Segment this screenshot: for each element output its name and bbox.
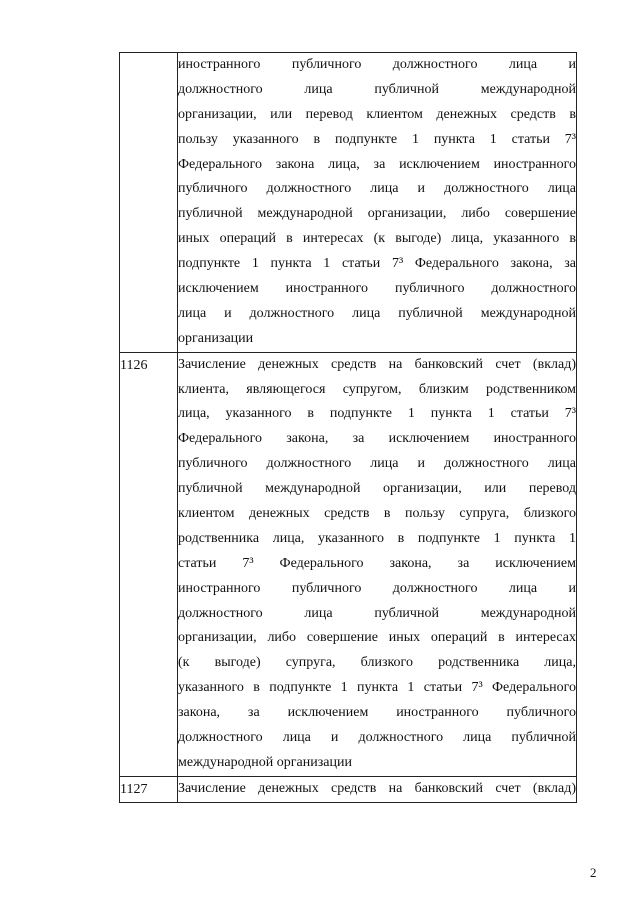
operations-table — [119, 52, 577, 803]
operation-description — [178, 352, 577, 776]
text-line: организации, или перевод клиентом денежных средств в — [178, 106, 576, 122]
text-line: организации — [178, 330, 254, 346]
operation-code — [120, 53, 178, 353]
table-row — [120, 53, 577, 353]
operation-description — [178, 776, 577, 802]
text-line: указанного в подпункте 1 пункта 1 статьи 7³ Федерального — [178, 680, 576, 696]
operation-code: 1127 — [120, 776, 178, 802]
text-line: должностного лица публичной международной — [178, 81, 576, 97]
text-line: Федерального закона, за исключением иностранного — [178, 431, 576, 447]
text-line: клиентом денежных средств в пользу супруга, близкого — [178, 506, 576, 522]
text-line: Зачисление денежных средств на банковский счет (вклад) — [178, 780, 576, 796]
text-line: закона, за исключением иностранного публичного — [178, 705, 576, 721]
text-line: подпункте 1 пункта 1 статьи 7³ Федерального закона, за — [178, 256, 576, 272]
table-row — [120, 776, 577, 802]
text-line: публичной международной организации, или перевод — [178, 481, 576, 497]
text-line: лица, указанного в подпункте 1 пункта 1 статьи 7³ — [178, 406, 576, 422]
text-line: клиента, являющегося супругом, близким родственником — [178, 381, 576, 397]
text-line: Федерального закона лица, за исключением иностранного — [178, 156, 576, 172]
text-line: публичного должностного лица и должностного лица — [178, 456, 576, 472]
text-line: иностранного публичного должностного лица и — [178, 580, 576, 596]
text-line: (к выгоде) супруга, близкого родственника лица, — [178, 655, 576, 671]
text-line: иностранного публичного должностного лица и — [178, 57, 576, 72]
text-line: должностного лица публичной международной — [178, 605, 576, 621]
text-line: публичной международной организации, либо совершение — [178, 206, 576, 222]
text-line: Зачисление денежных средств на банковский счет (вклад) — [178, 356, 576, 372]
operation-description — [178, 53, 577, 353]
text-line: лица и должностного лица публичной международной — [178, 305, 576, 321]
text-line: публичного должностного лица и должностного лица — [178, 181, 576, 197]
operation-code: 1126 — [120, 352, 178, 776]
text-line: международной организации — [178, 754, 352, 770]
text-line: статьи 7³ Федерального закона, за исключением — [178, 555, 576, 571]
text-line: пользу указанного в подпункте 1 пункта 1 статьи 7³ — [178, 131, 576, 147]
page-number: 2 — [590, 865, 597, 880]
text-line: исключением иностранного публичного должностного — [178, 281, 576, 297]
text-line: родственника лица, указанного в подпункте 1 пункта 1 — [178, 530, 576, 546]
text-line: иных операций в интересах (к выгоде) лица, указанного в — [178, 231, 576, 247]
text-line: должностного лица и должностного лица публичной — [178, 730, 576, 746]
table-row — [120, 352, 577, 776]
text-line: организации, либо совершение иных операций в интересах — [178, 630, 576, 646]
